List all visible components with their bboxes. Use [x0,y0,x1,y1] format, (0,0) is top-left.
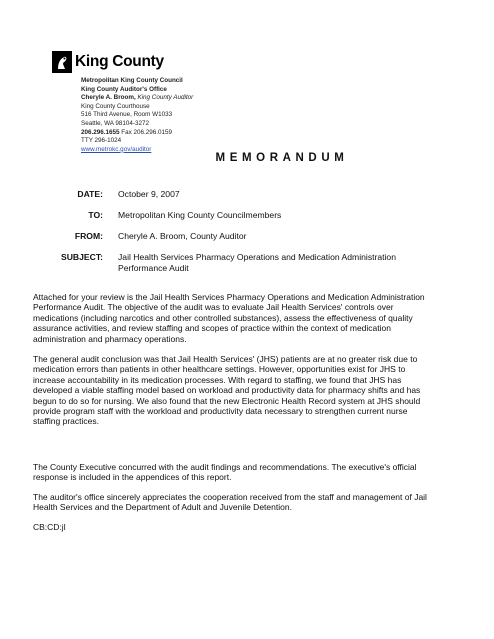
department-name: Metropolitan King County Council [81,77,183,84]
website-link[interactable]: www.metrokc.gov/auditor [81,145,152,153]
body-paragraph-1: Attached for your review is the Jail Health Services Pharmacy Operations and Medication Administration Performance Audit. The objective of the audit was to evaluate Jail Health Services' controls over medications (including narcotics and other controlled substances), assess the effectiveness of quality assurance activities, and review staffing and scopes of practice within the context of medication administration and pharmacy operations. [33,292,425,344]
phone: 206.296.1655 [81,128,120,136]
auditor-name: Cheryle A. Broom, [81,94,136,102]
phone-line [81,129,193,138]
city-address: Seattle, WA 98104-3272 [81,119,150,127]
date-label: DATE: [77,189,103,199]
letterhead [81,77,193,154]
body-paragraph-2: The general audit conclusion was that Jail Health Services' (JHS) patients are at no greater risk due to medication errors than patients in other healthcare settings. However, opportunities exist for JHS to increase accountability in its medication processes. With regard to staffing, we found that JHS has developed a viable staffing model based on workload and productivity data for pharmacy shifts and has begun to do so for nursing. We also found that the new Electronic Health Record system at JHS should provide program staff with the workload and productivity data necessary to strengthen current nurse staffing practices. [33,354,421,427]
office-name: King County Auditor's Office [81,85,167,93]
subject-value: Jail Health Services Pharmacy Operations and Medication Administration Performance Audit [118,252,396,273]
fax: Fax 206.296.0159 [121,128,173,136]
subject-label: SUBJECT: [60,252,103,262]
body-paragraph-3: The County Executive concurred with the audit findings and recommendations. The executive's official response is included in the appendices of this report. [33,462,417,483]
from-label: FROM: [74,231,103,241]
body-paragraph-4: The auditor's office sincerely appreciates the cooperation received from the staff and management of Jail Health Services and the Department of Adult and Juvenile Detention. [33,492,427,513]
auditor-line [81,94,193,103]
tty: TTY 296-1024 [81,137,122,145]
to-label: TO: [88,210,103,220]
king-county-logo [52,49,182,75]
from-value: Cheryle A. Broom, County Auditor [118,231,247,241]
to-value: Metropolitan King County Councilmembers [118,210,282,220]
initials: CB:CD:jl [33,522,66,532]
logo-text: King County [75,53,164,70]
memo-title: MEMORANDUM [215,152,349,164]
king-county-crown-logo-icon [52,51,72,73]
building: King County Courthouse [81,102,150,110]
street-address: 516 Third Avenue, Room W1033 [81,111,173,119]
date-value: October 9, 2007 [118,189,180,199]
auditor-title: King County Auditor [137,94,194,102]
